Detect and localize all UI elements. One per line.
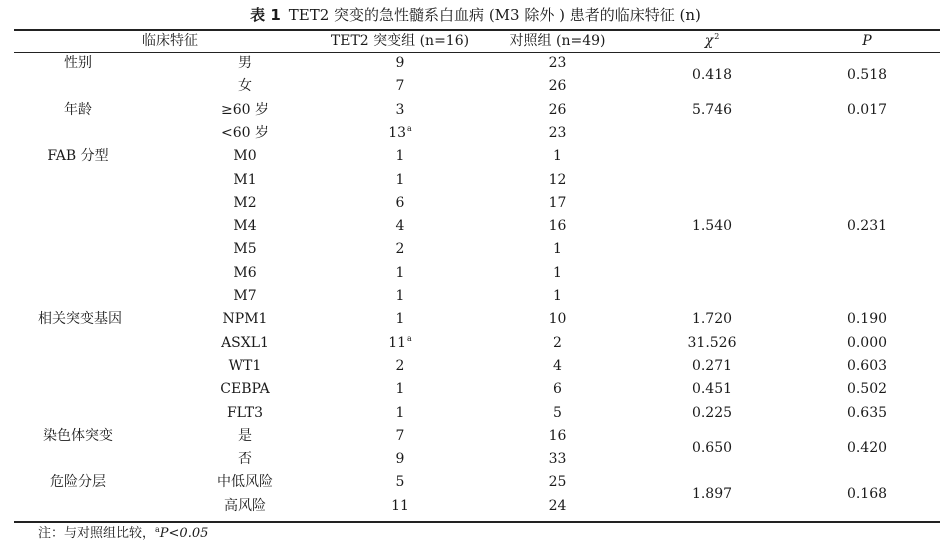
- footnote-sup: a: [155, 525, 160, 534]
- cell-control: [480, 285, 635, 308]
- cell-mutant-text: 11: [391, 497, 409, 514]
- cell-mutant-text: 1: [395, 288, 405, 304]
- cell-control-text: 16: [548, 427, 567, 444]
- group-label: [38, 99, 118, 122]
- cell-control: [480, 75, 635, 98]
- row-item: [180, 262, 310, 285]
- row-item-text: 女: [238, 78, 252, 95]
- cell-mutant-text: 1: [395, 264, 405, 281]
- cell-p-value-text: 0.168: [846, 486, 888, 503]
- table-caption: [0, 2, 951, 28]
- cell-control: [480, 145, 635, 168]
- header-feature: 临床特征: [142, 33, 198, 49]
- cell-mutant: [320, 75, 480, 98]
- row-item-text: 否: [238, 451, 252, 468]
- cell-chi-square: [652, 99, 772, 122]
- chi-superscript: 2: [714, 32, 720, 41]
- row-item-text: FLT3: [226, 404, 264, 421]
- cell-mutant: [320, 308, 480, 331]
- cell-p-value-text: 0.231: [846, 218, 888, 235]
- cell-control-text: 23: [548, 55, 567, 71]
- cell-mutant-text: 7: [395, 427, 405, 444]
- cell-mutant: [320, 378, 480, 401]
- table-footnote: [38, 524, 208, 544]
- cell-mutant: [320, 122, 480, 145]
- cell-mutant-text: 13: [388, 124, 407, 141]
- group-label: [38, 471, 118, 494]
- row-item-text: 男: [238, 55, 252, 71]
- row-item-text: CEBPA: [220, 381, 270, 398]
- row-item-text: WT1: [228, 357, 262, 374]
- table-label: 表 1: [250, 6, 281, 24]
- cell-mutant: [320, 402, 480, 425]
- row-item-text: M7: [233, 288, 257, 304]
- group-label-text: 性别: [64, 55, 92, 71]
- header-chi-square: [652, 30, 772, 53]
- row-item-text: 中低风险: [217, 474, 273, 491]
- row-item-text: 高风险: [224, 497, 266, 514]
- cell-control-text: 1: [553, 288, 562, 304]
- bottom-rule: [14, 521, 940, 523]
- row-item-text: ≥60 岁: [221, 101, 269, 118]
- cell-mutant-text: 9: [395, 451, 405, 468]
- row-item-text: M0: [233, 148, 257, 165]
- footnote-prefix: 注：与对照组比较，: [38, 526, 156, 541]
- cell-control: [480, 402, 635, 425]
- row-item-text: M4: [233, 218, 257, 235]
- cell-control-text: 1: [553, 264, 562, 281]
- cell-mutant: [320, 495, 480, 518]
- row-item-text: M2: [233, 194, 257, 211]
- cell-control-text: 26: [548, 101, 567, 118]
- row-item: [180, 52, 310, 75]
- row-item: [180, 145, 310, 168]
- row-item: [180, 471, 310, 494]
- cell-chi-square: [652, 355, 772, 378]
- p-symbol: P: [862, 33, 872, 49]
- cell-mutant: [320, 262, 480, 285]
- row-item: [180, 332, 310, 355]
- cell-p-value: [807, 355, 927, 378]
- cell-control: [480, 355, 635, 378]
- cell-mutant: [320, 448, 480, 471]
- group-label-text: 染色体突变: [43, 427, 113, 444]
- cell-p-value: [807, 425, 927, 472]
- cell-mutant-text: 1: [395, 311, 405, 328]
- row-item: [180, 238, 310, 261]
- row-item: [180, 495, 310, 518]
- cell-control-text: 23: [548, 124, 567, 141]
- header-mutant: TET2 突变组 (n=16): [330, 33, 470, 49]
- cell-p-value-text: 0.603: [846, 357, 888, 374]
- cell-mutant: [320, 238, 480, 261]
- group-label: [38, 425, 118, 448]
- cell-chi-square: [652, 332, 772, 355]
- cell-mutant-text: 6: [395, 194, 405, 211]
- cell-mutant: [320, 355, 480, 378]
- row-item: [180, 169, 310, 192]
- cell-mutant-text: 5: [395, 474, 405, 491]
- cell-control: [480, 122, 635, 145]
- cell-control-text: 6: [553, 381, 562, 398]
- row-item-text: M6: [233, 264, 257, 281]
- cell-chi-square: [652, 215, 772, 238]
- cell-mutant: [320, 145, 480, 168]
- cell-p-value-text: 0.017: [846, 101, 888, 118]
- cell-control: [480, 192, 635, 215]
- cell-mutant: [320, 215, 480, 238]
- cell-chi-square: [652, 52, 772, 99]
- cell-chi-square-text: 1.720: [691, 311, 733, 328]
- cell-control-text: 4: [553, 357, 562, 374]
- cell-mutant: [320, 471, 480, 494]
- row-item: [180, 285, 310, 308]
- cell-control-text: 16: [548, 218, 567, 235]
- cell-mutant-text: 1: [395, 171, 405, 188]
- header-p: [807, 30, 927, 53]
- cell-chi-square-text: 0.225: [691, 404, 733, 421]
- cell-chi-square-text: 1.540: [691, 218, 733, 235]
- cell-control-text: 24: [548, 497, 567, 514]
- cell-control: [480, 378, 635, 401]
- cell-p-value-text: 0.502: [846, 381, 888, 398]
- cell-chi-square: [652, 471, 772, 518]
- chi-symbol: χ: [704, 33, 714, 49]
- group-label-text: 危险分层: [50, 474, 106, 491]
- group-label: [38, 308, 122, 331]
- group-label-text: 相关突变基因: [38, 311, 122, 328]
- cell-control: [480, 425, 635, 448]
- row-item-text: M1: [233, 171, 257, 188]
- cell-mutant: [320, 425, 480, 448]
- cell-mutant-superscript: a: [407, 333, 412, 343]
- row-item: [180, 75, 310, 98]
- cell-chi-square-text: 0.271: [691, 357, 733, 374]
- row-item: [180, 425, 310, 448]
- group-label-text: 年龄: [64, 101, 92, 118]
- cell-control: [480, 52, 635, 75]
- cell-control: [480, 99, 635, 122]
- cell-control: [480, 169, 635, 192]
- cell-p-value-text: 0.000: [846, 334, 888, 351]
- cell-mutant: [320, 169, 480, 192]
- cell-p-value: [807, 332, 927, 355]
- row-item: [180, 448, 310, 471]
- row-item: [180, 402, 310, 425]
- cell-control-text: 1: [553, 148, 562, 165]
- cell-p-value-text: 0.190: [846, 311, 888, 328]
- row-item-text: <60 岁: [221, 124, 269, 141]
- cell-mutant: [320, 99, 480, 122]
- cell-p-value-text: 0.635: [846, 404, 888, 421]
- row-item: [180, 308, 310, 331]
- row-item: [180, 122, 310, 145]
- row-item: [180, 215, 310, 238]
- cell-control-text: 2: [553, 334, 562, 351]
- cell-p-value: [807, 215, 927, 238]
- cell-chi-square: [652, 308, 772, 331]
- cell-p-value-text: 0.518: [846, 67, 888, 83]
- cell-mutant-text: 9: [395, 55, 405, 71]
- cell-chi-square: [652, 425, 772, 472]
- cell-p-value-text: 0.420: [846, 439, 888, 456]
- row-item: [180, 192, 310, 215]
- cell-control: [480, 448, 635, 471]
- cell-mutant-text: 3: [395, 101, 405, 118]
- cell-mutant: [320, 332, 480, 355]
- row-item: [180, 99, 310, 122]
- cell-p-value: [807, 308, 927, 331]
- cell-mutant-text: 1: [395, 148, 405, 165]
- cell-control: [480, 308, 635, 331]
- header-control: 对照组 (n=49): [509, 33, 606, 49]
- cell-control: [480, 262, 635, 285]
- cell-chi-square-text: 5.746: [691, 101, 733, 118]
- cell-control-text: 10: [548, 311, 567, 328]
- group-label: [38, 52, 118, 75]
- row-item-text: M5: [233, 241, 257, 258]
- cell-mutant: [320, 52, 480, 75]
- cell-mutant-text: 2: [395, 357, 405, 374]
- cell-control-text: 5: [553, 404, 562, 421]
- cell-chi-square-text: 31.526: [687, 334, 737, 351]
- group-label: [38, 145, 118, 168]
- table-title: TET2 突变的急性髓系白血病 (M3 除外 ) 患者的临床特征 (n): [288, 6, 701, 24]
- cell-p-value: [807, 402, 927, 425]
- cell-mutant-superscript: a: [407, 123, 412, 133]
- cell-mutant-text: 2: [395, 241, 405, 258]
- cell-control: [480, 495, 635, 518]
- row-item-text: 是: [238, 427, 252, 444]
- cell-mutant-text: 4: [395, 218, 405, 235]
- row-item: [180, 355, 310, 378]
- cell-control-text: 26: [548, 78, 567, 95]
- cell-control-text: 1: [553, 241, 562, 258]
- footnote-text: P<0.05: [159, 526, 209, 541]
- cell-p-value: [807, 52, 927, 99]
- cell-chi-square: [652, 378, 772, 401]
- cell-control-text: 17: [548, 194, 567, 211]
- row-item: [180, 378, 310, 401]
- cell-chi-square: [652, 402, 772, 425]
- cell-control: [480, 332, 635, 355]
- cell-chi-square-text: 0.451: [691, 381, 733, 398]
- cell-p-value: [807, 378, 927, 401]
- cell-mutant: [320, 192, 480, 215]
- cell-chi-square-text: 0.650: [691, 439, 733, 456]
- cell-chi-square-text: 1.897: [691, 486, 733, 503]
- cell-control: [480, 471, 635, 494]
- cell-control: [480, 238, 635, 261]
- cell-control-text: 33: [548, 451, 567, 468]
- cell-chi-square-text: 0.418: [691, 67, 733, 83]
- group-label-text: FAB 分型: [47, 148, 109, 165]
- row-item-text: ASXL1: [221, 334, 269, 351]
- cell-mutant-text: 1: [395, 381, 405, 398]
- cell-control-text: 25: [548, 474, 567, 491]
- cell-mutant-text: 1: [395, 404, 405, 421]
- cell-p-value: [807, 99, 927, 122]
- cell-control: [480, 215, 635, 238]
- cell-p-value: [807, 471, 927, 518]
- row-item-text: NPM1: [222, 311, 268, 328]
- cell-mutant-text: 7: [395, 78, 405, 95]
- cell-mutant: [320, 285, 480, 308]
- cell-control-text: 12: [548, 171, 567, 188]
- cell-mutant-text: 11: [388, 334, 407, 351]
